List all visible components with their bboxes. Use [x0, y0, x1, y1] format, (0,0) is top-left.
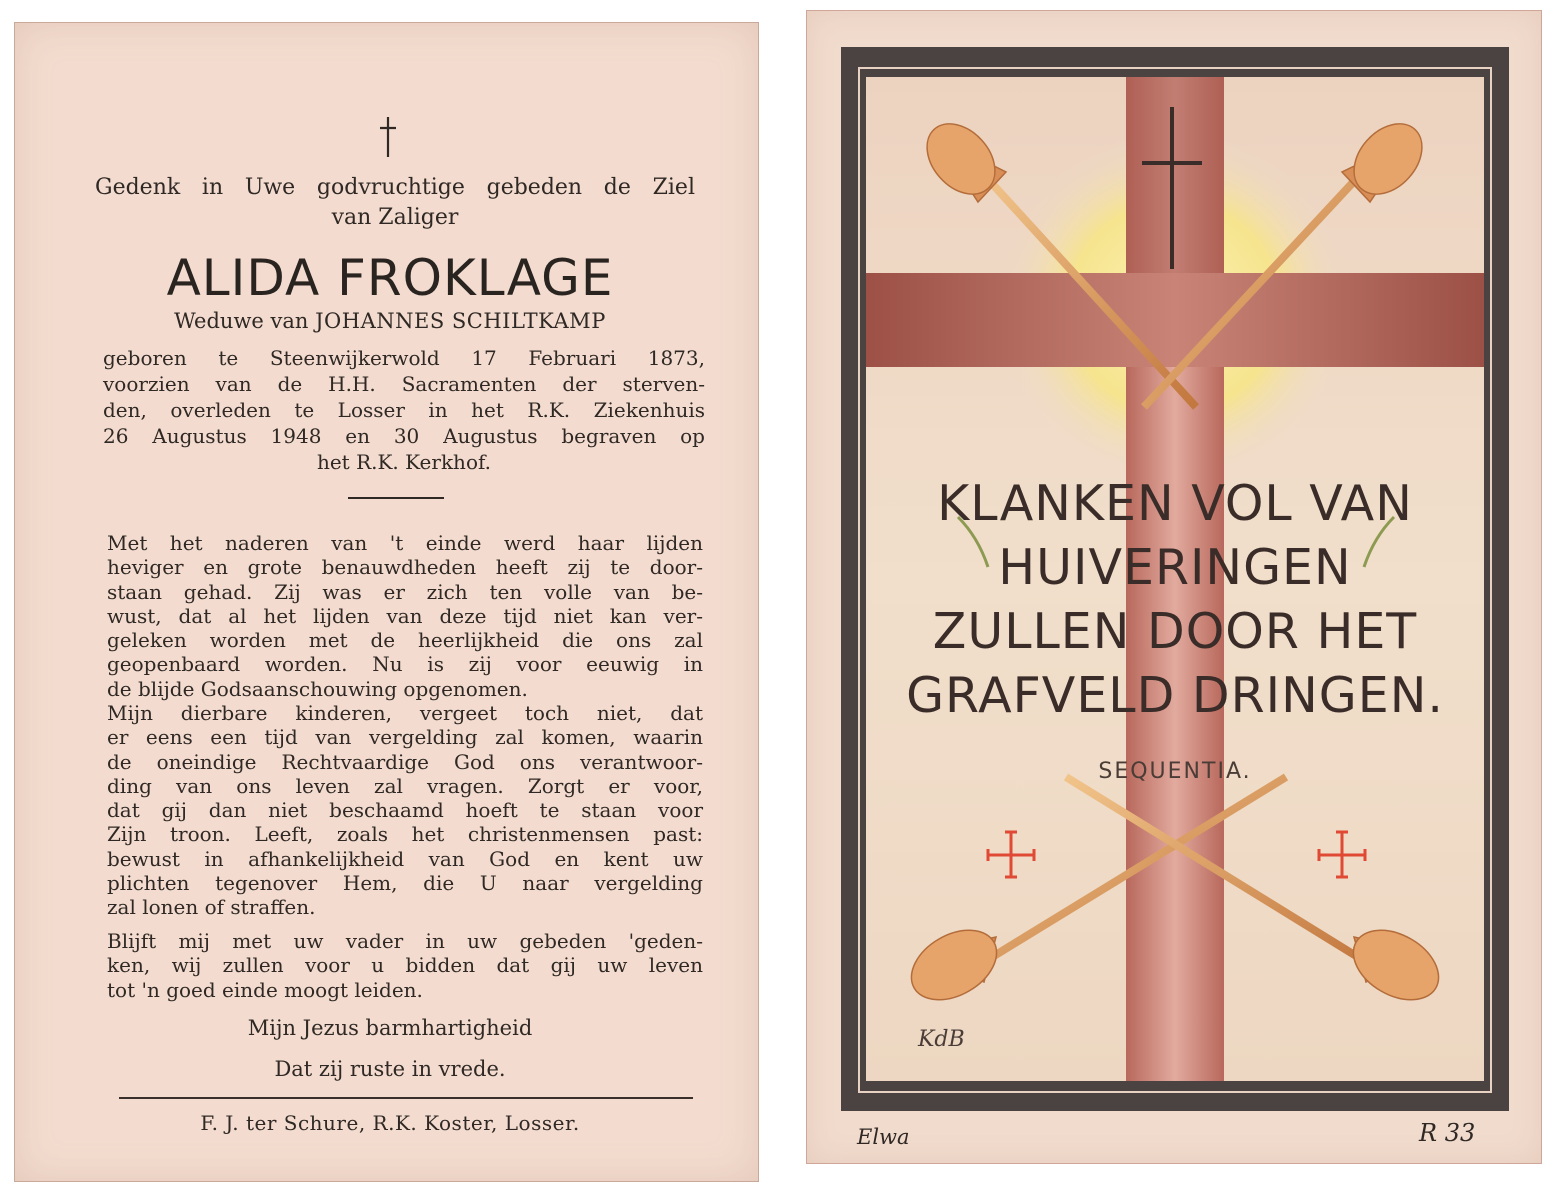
printer-credit: F. J. ter Schure, R.K. Koster, Losser.	[200, 1111, 580, 1135]
widow-line	[75, 309, 705, 333]
paragraph-line: geopenbaard worden. Nu is zij voor eeuwig in	[107, 652, 703, 677]
verse-line: KLANKEN VOL VAN	[937, 475, 1413, 532]
paragraph-line: Zijn troon. Leeft, zoals het christenmensen past:	[107, 822, 703, 847]
paragraph-line: ding van ons leven zal vragen. Zorgt er voor,	[107, 773, 703, 798]
paragraph-line: plichten tegenover Hem, die U naar vergelding	[107, 871, 703, 896]
verse-text	[866, 472, 1484, 728]
verse-line: GRAFVELD DRINGEN.	[906, 667, 1444, 724]
deceased-name: ALIDA FROKLAGE	[166, 249, 614, 307]
paragraph-line: Met het naderen van 't einde werd haar lijden	[107, 531, 703, 555]
paragraph-line: dat gij dan niet beschaamd hoeft te staan voor	[107, 798, 703, 823]
verse-line: ZULLEN DOOR HET	[932, 603, 1418, 660]
detail-line: voorzien van de H.H. Sacramenten der sterven-	[103, 372, 705, 396]
detail-line: het R.K. Kerkhof.	[316, 450, 492, 474]
latin-cross-icon	[375, 115, 401, 159]
closing-prayer: Mijn Jezus barmhartigheid	[247, 1016, 533, 1040]
closing-rest-in-peace: Dat zij ruste in vrede.	[274, 1057, 506, 1081]
paragraph-children	[107, 701, 703, 920]
paragraph-line: bewust in afhankelijkheid van God en kent uw	[107, 846, 703, 871]
artist-monogram: KdB	[918, 1027, 965, 1052]
publisher-mark: Elwa	[857, 1125, 910, 1149]
mourning-frame	[841, 47, 1509, 1111]
paragraph-line: wust, dat al het lijden van deze tijd niet kan ver-	[107, 603, 703, 628]
paragraph-line: staan gehad. Zij was er zich ten volle van be-	[107, 579, 703, 604]
verse-source: SEQUENTIA.	[1098, 759, 1252, 784]
detail-line: den, overleden te Losser in het R.K. Ziekenhuis	[103, 398, 705, 422]
widow-prefix: Weduwe van	[174, 309, 309, 333]
paragraph-line: Mijn dierbare kinderen, vergeet toch niet, dat	[107, 701, 703, 725]
paragraph-line: Blijft mij met uw vader in uw gebeden 'geden-	[107, 929, 703, 953]
spouse-name: JOHANNES SCHILTKAMP	[315, 309, 606, 333]
paragraph-line: zal lonen of straffen.	[107, 895, 316, 920]
intro-line: Gedenk in Uwe godvruchtige gebeden de Ziel	[95, 175, 695, 200]
footer-divider	[119, 1097, 693, 1099]
divider	[348, 497, 444, 499]
memorial-card-text-side	[14, 22, 759, 1182]
paragraph-line: ken, wij zullen voor u bidden dat gij uw leven	[107, 953, 703, 978]
paragraph-line: tot 'n goed einde moogt leiden.	[107, 977, 423, 1002]
paragraph-line: de oneindige Rechtvaardige God ons verantwoor-	[107, 749, 703, 774]
paragraph-suffering	[107, 531, 703, 701]
cross-beam	[866, 273, 1484, 367]
paragraph-line: er eens een tijd van vergelding zal komen, waarin	[107, 725, 703, 750]
series-number: R 33	[1419, 1119, 1476, 1147]
verse-line: HUIVERINGEN	[998, 539, 1352, 596]
paragraph-line: heviger en grote benauwdheden heeft zij te door-	[107, 555, 703, 580]
birth-death-details	[103, 345, 705, 475]
detail-line: geboren te Steenwijkerwold 17 Februari 1873,	[103, 346, 705, 370]
paragraph-line: de blijde Godsaanschouwing opgenomen.	[107, 676, 528, 701]
paragraph-prayer	[107, 929, 703, 1002]
intro-text	[95, 173, 695, 233]
illustration	[866, 77, 1484, 1081]
detail-line: 26 Augustus 1948 en 30 Augustus begraven op	[103, 424, 705, 448]
memorial-card-image-side	[806, 10, 1542, 1164]
paragraph-line: geleken worden met de heerlijkheid die ons zal	[107, 628, 703, 653]
intro-line: van Zaliger	[331, 205, 459, 230]
